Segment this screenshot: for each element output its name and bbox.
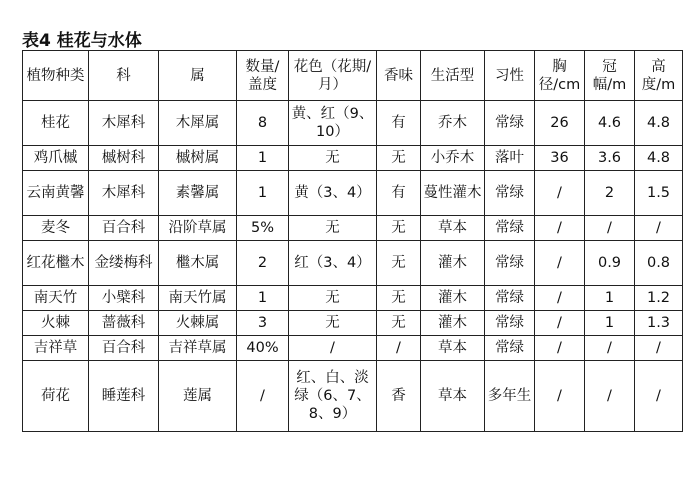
table-cell: 1 [237,171,289,216]
table-cell: 4.8 [635,101,683,146]
table-cell: 桂花 [23,101,89,146]
table-cell: 无 [289,286,377,311]
table-cell: 常绿 [485,171,535,216]
table-cell: 木犀科 [89,171,159,216]
table-cell: 36 [535,146,585,171]
table-cell: 无 [377,286,421,311]
column-header: 生活型 [421,51,485,101]
header-row [23,51,683,101]
table-cell: 0.8 [635,241,683,286]
table-cell: 常绿 [485,241,535,286]
table-row [23,361,683,432]
table-cell: 26 [535,101,585,146]
table-cell: 火棘 [23,311,89,336]
table-cell: 草本 [421,336,485,361]
table-cell: 1.5 [635,171,683,216]
column-header: 属 [159,51,237,101]
table-cell: 1.3 [635,311,683,336]
table-cell: 火棘属 [159,311,237,336]
table-row [23,171,683,216]
table-cell: 乔木 [421,101,485,146]
table-cell: 红（3、4） [289,241,377,286]
table-cell: 1 [585,286,635,311]
table-cell: 百合科 [89,336,159,361]
table-cell: 吉祥草属 [159,336,237,361]
table-cell: 吉祥草 [23,336,89,361]
table-cell: / [535,286,585,311]
table-cell: 草本 [421,361,485,432]
table-cell: 2 [237,241,289,286]
table-cell: 木犀科 [89,101,159,146]
table-cell: / [635,336,683,361]
table-cell: 8 [237,101,289,146]
table-cell: 灌木 [421,311,485,336]
table-cell: 百合科 [89,216,159,241]
table-cell: 2 [585,171,635,216]
table-cell: 蔷薇科 [89,311,159,336]
table-cell: / [535,361,585,432]
table-cell: / [535,336,585,361]
table-cell: 无 [377,241,421,286]
table-cell: 1.2 [635,286,683,311]
table-cell: 3 [237,311,289,336]
table-cell: 麦冬 [23,216,89,241]
plant-table [22,50,683,432]
table-cell: 无 [377,216,421,241]
table-caption: 表4 桂花与水体 [22,31,142,51]
table-cell: 小乔木 [421,146,485,171]
table-cell: 40% [237,336,289,361]
table-cell: / [289,336,377,361]
table-cell: 沿阶草属 [159,216,237,241]
table-cell: / [535,216,585,241]
column-header: 植物种类 [23,51,89,101]
table-row [23,241,683,286]
table-cell: 小檗科 [89,286,159,311]
table-cell: 南天竹 [23,286,89,311]
column-header: 花色（花期/月） [289,51,377,101]
table-cell: 素馨属 [159,171,237,216]
column-header: 冠幅/m [585,51,635,101]
column-header: 高度/m [635,51,683,101]
table-cell: 鸡爪槭 [23,146,89,171]
table-cell: / [585,336,635,361]
table-cell: 5% [237,216,289,241]
table-cell: 0.9 [585,241,635,286]
table-cell: / [585,361,635,432]
table-cell: 4.6 [585,101,635,146]
table-cell: 灌木 [421,286,485,311]
table-row [23,101,683,146]
column-header: 科 [89,51,159,101]
column-header: 数量/盖度 [237,51,289,101]
table-row [23,146,683,171]
column-header: 胸径/cm [535,51,585,101]
table-cell: 落叶 [485,146,535,171]
table-cell: 常绿 [485,101,535,146]
table-cell: / [535,171,585,216]
table-cell: / [635,216,683,241]
table-cell: / [635,361,683,432]
table-cell: 红花檵木 [23,241,89,286]
table-cell: 无 [377,311,421,336]
table-cell: 常绿 [485,336,535,361]
table-cell: / [585,216,635,241]
table-cell: 香 [377,361,421,432]
table-cell: 南天竹属 [159,286,237,311]
table-cell: 无 [289,216,377,241]
table-cell: 多年生 [485,361,535,432]
table-row [23,311,683,336]
table-cell: 常绿 [485,286,535,311]
column-header: 香味 [377,51,421,101]
table-cell: 红、白、淡绿（6、7、8、9） [289,361,377,432]
column-header: 习性 [485,51,535,101]
table-cell: 黄（3、4） [289,171,377,216]
table-cell: 草本 [421,216,485,241]
table-cell: 睡莲科 [89,361,159,432]
table-cell: / [237,361,289,432]
table-cell: 4.8 [635,146,683,171]
table-cell: 槭树科 [89,146,159,171]
table-cell: 有 [377,171,421,216]
table-cell: 无 [289,146,377,171]
table-cell: 槭树属 [159,146,237,171]
table-cell: 檵木属 [159,241,237,286]
table-cell: 无 [289,311,377,336]
table-cell: 3.6 [585,146,635,171]
table-cell: 莲属 [159,361,237,432]
table-cell: 1 [585,311,635,336]
table-cell: 蔓性灌木 [421,171,485,216]
table-cell: / [535,311,585,336]
table-cell: 黄、红（9、10） [289,101,377,146]
table-row [23,336,683,361]
table-cell: 有 [377,101,421,146]
table-cell: 木犀属 [159,101,237,146]
table-cell: 1 [237,146,289,171]
table-cell: 常绿 [485,311,535,336]
table-cell: 荷花 [23,361,89,432]
table-cell: 灌木 [421,241,485,286]
table-cell: 云南黄馨 [23,171,89,216]
table-row [23,216,683,241]
table-cell: / [535,241,585,286]
table-cell: 无 [377,146,421,171]
table-cell: / [377,336,421,361]
table-cell: 金缕梅科 [89,241,159,286]
table-cell: 常绿 [485,216,535,241]
table-cell: 1 [237,286,289,311]
table-row [23,286,683,311]
